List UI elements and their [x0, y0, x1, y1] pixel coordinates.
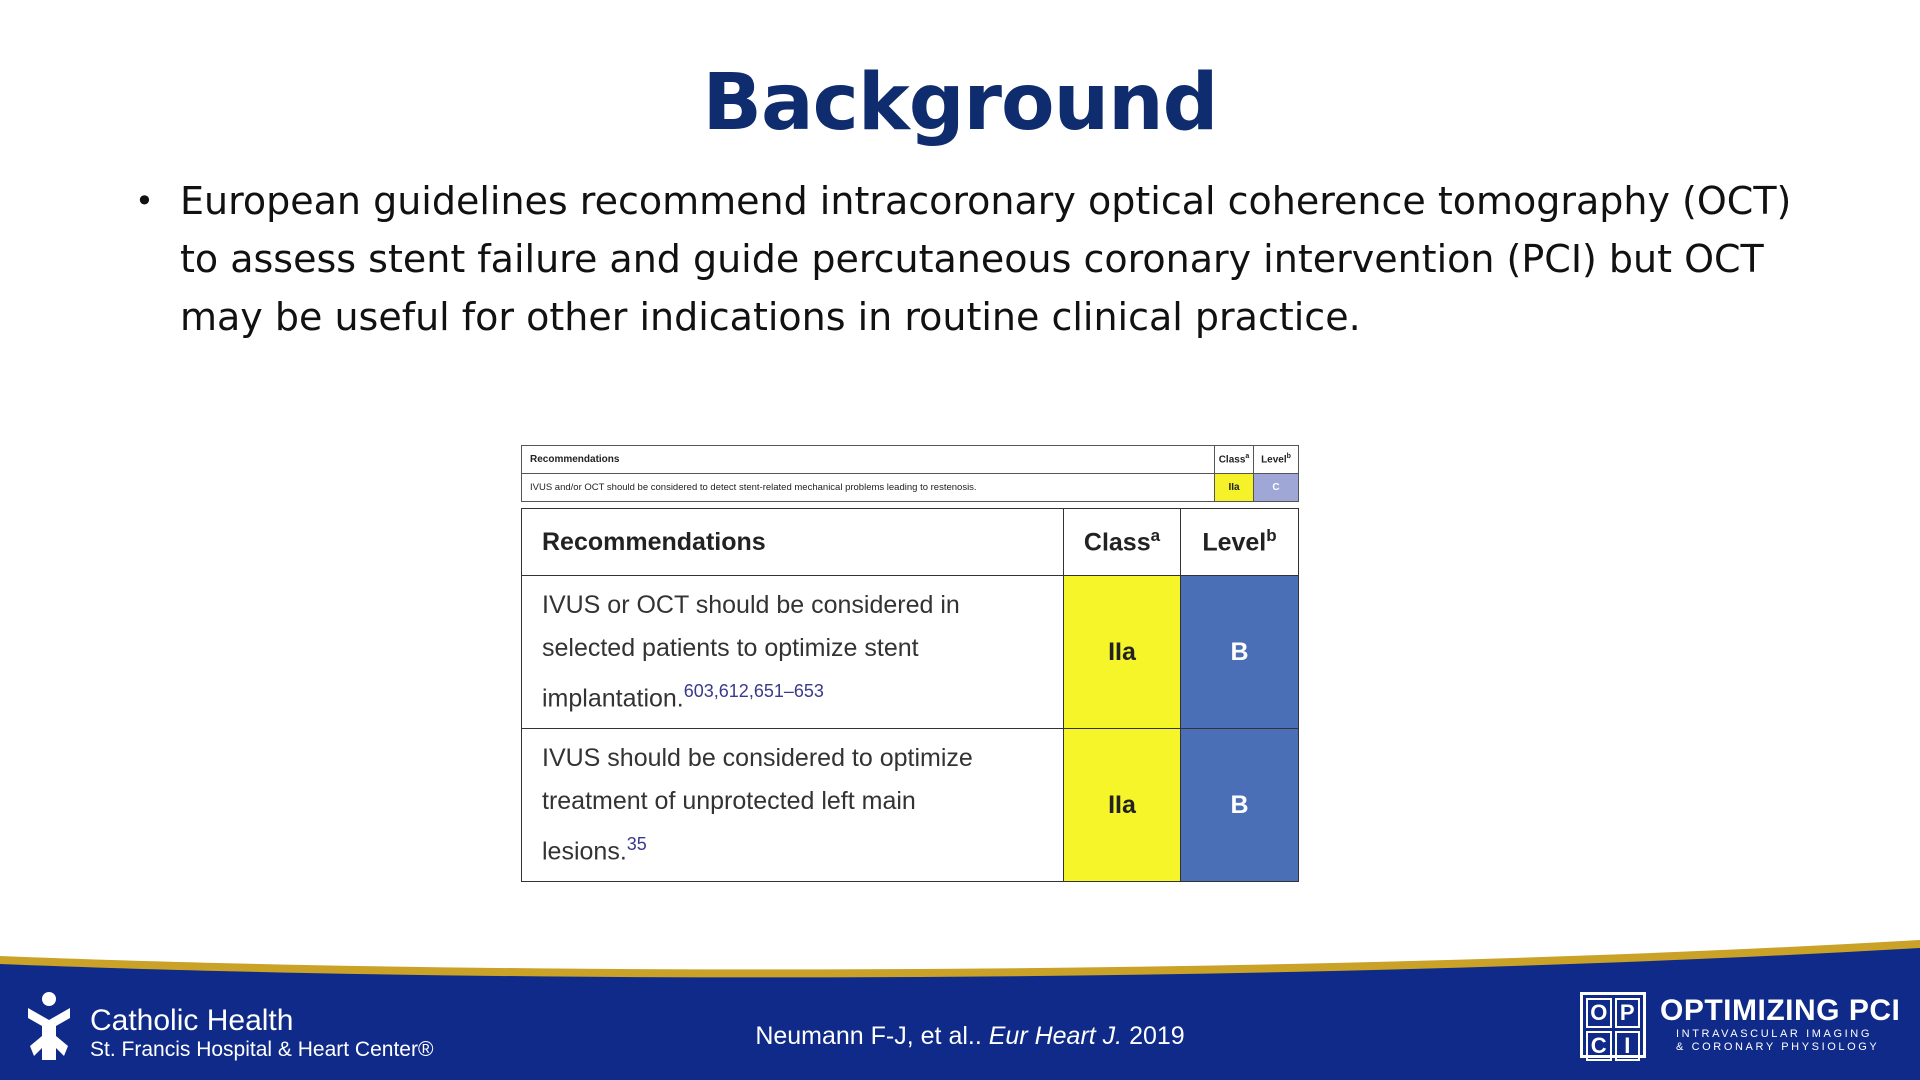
small-recommendation-table [521, 445, 1299, 502]
bullet-text: European guidelines recommend intracoronary optical coherence tomography (OCT) to assess stent failure and guide percutaneous coronary intervention (PCI) but OCT may be useful for other indications in routine clinical practice. [180, 179, 1792, 339]
recommendation-text: IVUS should be considered to optimize treatment of unprotected left main lesions.$^{35}$ [522, 729, 1064, 882]
class-cell: IIa [1064, 729, 1181, 882]
big-recommendation-table [521, 508, 1299, 882]
guideline-figure [520, 444, 1300, 877]
opci-grid-icon: O P C I [1580, 992, 1646, 1058]
org-subtitle: St. Francis Hospital & Heart Center® [90, 1038, 434, 1061]
recommendation-text: IVUS or OCT should be considered in selected patients to optimize stent implantation.$^{603,612,651-653}$ [522, 576, 1064, 729]
table-row [522, 576, 1299, 729]
brand-subtitle: INTRAVASCULAR IMAGING & CORONARY PHYSIOLOGY [1676, 1028, 1880, 1053]
big-header-class: Class$^a$ [1064, 509, 1181, 576]
reference-superscript: 603,612,651–653 [683, 680, 824, 701]
big-header-level: Level$^b$ [1181, 509, 1299, 576]
big-header-recommendations: Recommendations [522, 509, 1064, 576]
small-header-recommendations: Recommendations [522, 446, 1215, 474]
org-name: Catholic Health [90, 1004, 294, 1037]
small-table-row [522, 474, 1299, 502]
citation: Neumann F-J, et al.. Eur Heart J. 2019 [755, 1022, 1185, 1050]
small-row-class: IIa [1215, 474, 1254, 502]
brand-title: OPTIMIZING PCI [1660, 994, 1901, 1027]
small-table-header [522, 446, 1299, 474]
small-row-text: IVUS and/or OCT should be considered to detect stent-related mechanical problems leading to restenosis. [522, 474, 1215, 502]
bullet-point [135, 172, 1835, 346]
small-header-class: Class$^a$ [1215, 446, 1254, 474]
small-row-level: C [1254, 474, 1299, 502]
big-table-header [522, 509, 1299, 576]
table-row [522, 729, 1299, 882]
reference-superscript: 35 [626, 833, 647, 854]
small-header-level: Level$^b$ [1254, 446, 1299, 474]
level-cell: B [1181, 576, 1299, 729]
class-cell: IIa [1064, 576, 1181, 729]
slide-title: Background [702, 58, 1218, 148]
level-cell: B [1181, 729, 1299, 882]
bullet-dot: • [135, 182, 154, 220]
